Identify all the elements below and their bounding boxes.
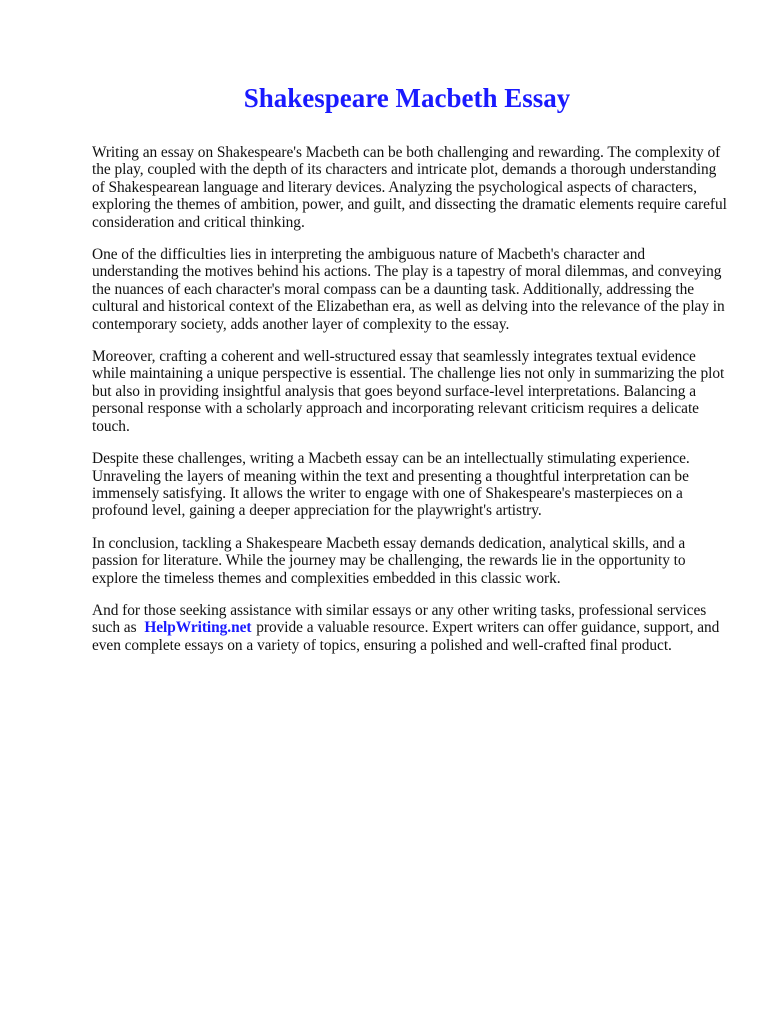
page-title: Shakespeare Macbeth Essay — [243, 83, 571, 113]
paragraph-2: One of the difficulties lies in interpreting the ambiguous nature of Macbeth's character and understanding the motives behind his actions. The play is a tapestry of moral dilemmas, and conveying the nuances of each character's moral compass can be a daunting task. Additionally, addressing the cultural and historical context of the Elizabethan era, as well as delving into the relevance of the play in contemporary society, adds another layer of complexity to the essay. — [92, 246, 725, 333]
paragraph-6 — [92, 602, 728, 654]
paragraph-6-before-link: And for those seeking assistance with similar essays or any other writing tasks, professional services such as — [92, 601, 707, 637]
paragraph-4: Despite these challenges, writing a Macbeth essay can be an intellectually stimulating experience. Unraveling the layers of meaning within the text and presenting a thoughtful interpretation can be immensely satisfying. It allows the writer to engage with one of Shakespeare's masterpieces on a profound level, gaining a deeper appreciation for the playwright's artistry. — [92, 450, 690, 520]
helpwriting-link[interactable]: HelpWriting.net — [144, 619, 252, 637]
paragraph-1: Writing an essay on Shakespeare's Macbeth can be both challenging and rewarding. The complexity of the play, coupled with the depth of its characters and intricate plot, demands a thorough understanding of Shakespearean language and literary devices. Analyzing the psychological aspects of characters, exploring the themes of ambition, power, and guilt, and dissecting the dramatic elements require careful consideration and critical thinking. — [92, 144, 727, 231]
essay-body — [92, 144, 728, 669]
paragraph-6-after-link: provide a valuable resource. Expert writers can offer guidance, support, and even complete essays on a variety of topics, ensuring a polished and well-crafted final product. — [92, 619, 720, 654]
paragraph-5: In conclusion, tackling a Shakespeare Macbeth essay demands dedication, analytical skills, and a passion for literature. While the journey may be challenging, the rewards lie in the opportunity to explore the timeless themes and complexities embedded in this classic work. — [92, 534, 686, 587]
paragraph-3: Moreover, crafting a coherent and well-structured essay that seamlessly integrates textual evidence while maintaining a unique perspective is essential. The challenge lies not only in summarizing the plot but also in providing insightful analysis that goes beyond surface-level interpretations. Balancing a personal response with a scholarly approach and incorporating relevant criticism requires a delicate touch. — [92, 348, 725, 435]
